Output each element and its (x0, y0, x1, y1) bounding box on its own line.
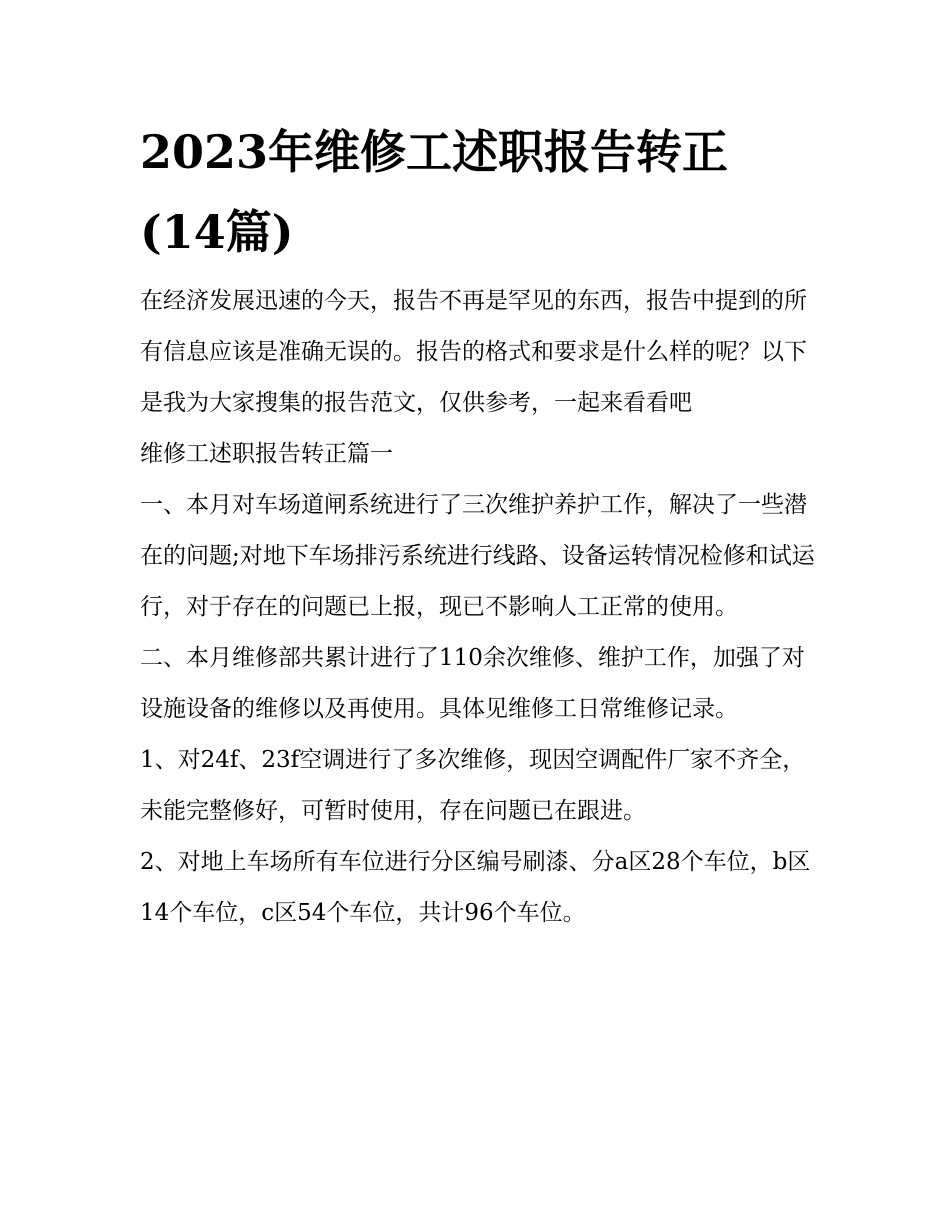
document-title (140, 112, 820, 272)
intro-paragraph: 在经济发展迅速的今天，报告不再是罕见的东西，报告中提到的所有信息应该是准确无误的。报告的格式和要求是什么样的呢？以下是我为大家搜集的报告范文，仅供参考，一起来看看吧 (140, 288, 807, 416)
body-paragraph: 一、本月对车场道闸系统进行了三次维护养护工作，解决了一些潜在的问题;对地下车场排污系统进行线路、设备运转情况检修和试运行，对于存在的问题已上报，现已不影响人工正常的使用。 (140, 492, 815, 620)
title-line-1: 2023年维修工述职报告转正 (140, 125, 729, 179)
list-item: 2、对地上车场所有车位进行分区编号刷漆、分a区28个车位，b区14个车位，c区54个车位，共计96个车位。 (140, 849, 811, 926)
list-item: 1、对24f、23f空调进行了多次维修，现因空调配件厂家不齐全，未能完整修好，可暂时使用，存在问题已在跟进。 (140, 747, 806, 824)
document-body (140, 276, 820, 939)
body-paragraph: 二、本月维修部共累计进行了110余次维修、维护工作，加强了对设施设备的维修以及再使用。具体见维修工日常维修记录。 (140, 645, 805, 722)
title-line-2: (14篇) (140, 205, 294, 259)
section-heading: 维修工述职报告转正篇一 (140, 441, 393, 467)
